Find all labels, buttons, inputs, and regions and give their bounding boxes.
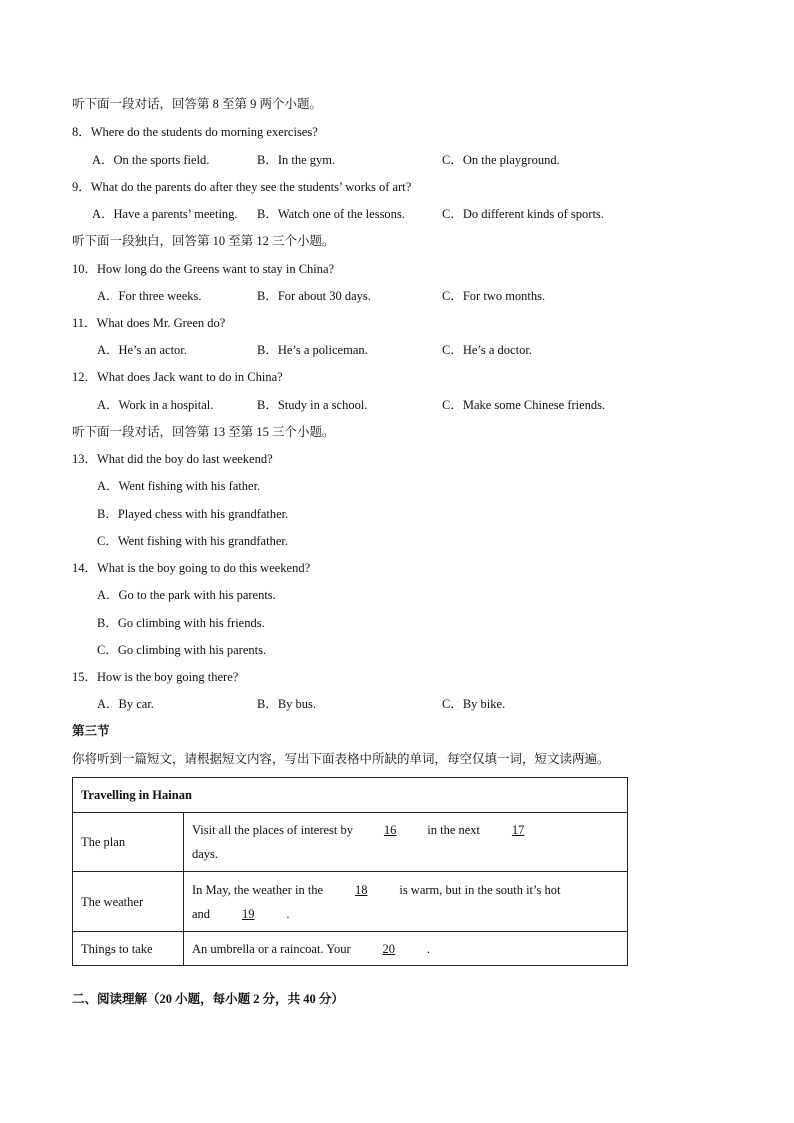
option-13c: C．Went fishing with his grandfather. (97, 534, 288, 548)
row-content-things: An umbrella or a raincoat. Your 20 . (184, 932, 628, 966)
option-13b: B．Played chess with his grandfather. (97, 507, 289, 521)
question-11: 11．What does Mr. Green do? (72, 316, 226, 330)
option-10c: C．For two months. (442, 289, 546, 303)
row-content-plan: Visit all the places of interest by 16 in the next 17 days. (184, 813, 628, 872)
question-15: 15．How is the boy going there? (72, 670, 239, 684)
table-title: Travelling in Hainan (73, 778, 628, 813)
row-content-weather: In May, the weather in the 18 is warm, but in the south it’s hot and 19 . (184, 872, 628, 932)
option-9c: C．Do different kinds of sports. (442, 207, 604, 221)
question-9: 9．What do the parents do after they see the students’ works of art? (72, 180, 412, 194)
option-10a: A．For three weeks. (97, 289, 202, 303)
question-13: 13．What did the boy do last weekend? (72, 452, 273, 466)
intro-13-15: 听下面一段对话，回答第 13 至第 15 三个小题。 (72, 425, 335, 439)
question-12: 12．What does Jack want to do in China? (72, 370, 283, 384)
question-10: 10．How long do the Greens want to stay in China? (72, 262, 335, 276)
option-15a: A．By car. (97, 697, 154, 711)
blank-18[interactable]: 18 (354, 882, 368, 897)
option-12c: C．Make some Chinese friends. (442, 398, 606, 412)
option-12b: B．Study in a school. (257, 398, 368, 412)
option-8b: B．In the gym. (257, 153, 336, 167)
option-14b: B．Go climbing with his friends. (97, 616, 265, 630)
option-14c: C．Go climbing with his parents. (97, 643, 267, 657)
intro-10-12: 听下面一段独白，回答第 10 至第 12 三个小题。 (72, 234, 335, 248)
option-11b: B．He’s a policeman. (257, 343, 368, 357)
option-9a: A．Have a parents’ meeting. (92, 207, 238, 221)
blank-20[interactable]: 20 (382, 941, 396, 956)
row-label-things: Things to take (73, 932, 184, 966)
question-14: 14．What is the boy going to do this weekend? (72, 561, 311, 575)
section-3-instructions: 你将听到一篇短文，请根据短文内容，写出下面表格中所缺的单词，每空仅填一词，短文读两遍。 (72, 752, 610, 766)
part-3-heading: 二、阅读理解（20 小题，每小题 2 分，共 40 分） (72, 992, 344, 1006)
option-11c: C．He’s a doctor. (442, 343, 532, 357)
intro-8-9: 听下面一段对话，回答第 8 至第 9 两个小题。 (72, 97, 323, 111)
option-13a: A．Went fishing with his father. (97, 479, 261, 493)
section-3-title: 第三节 (72, 724, 110, 738)
row-label-plan: The plan (73, 813, 184, 872)
option-8c: C．On the playground. (442, 153, 560, 167)
option-14a: A．Go to the park with his parents. (97, 588, 276, 602)
blank-19[interactable]: 19 (241, 906, 255, 921)
option-11a: A．He’s an actor. (97, 343, 187, 357)
question-8: 8．Where do the students do morning exercises? (72, 125, 318, 139)
option-9b: B．Watch one of the lessons. (257, 207, 405, 221)
option-15b: B．By bus. (257, 697, 317, 711)
option-8a: A．On the sports field. (92, 153, 210, 167)
fill-in-table (72, 777, 628, 966)
blank-16[interactable]: 16 (383, 823, 397, 837)
option-15c: C．By bike. (442, 697, 506, 711)
row-label-weather: The weather (73, 872, 184, 932)
blank-17[interactable]: 17 (511, 823, 525, 837)
option-10b: B．For about 30 days. (257, 289, 371, 303)
option-12a: A．Work in a hospital. (97, 398, 214, 412)
